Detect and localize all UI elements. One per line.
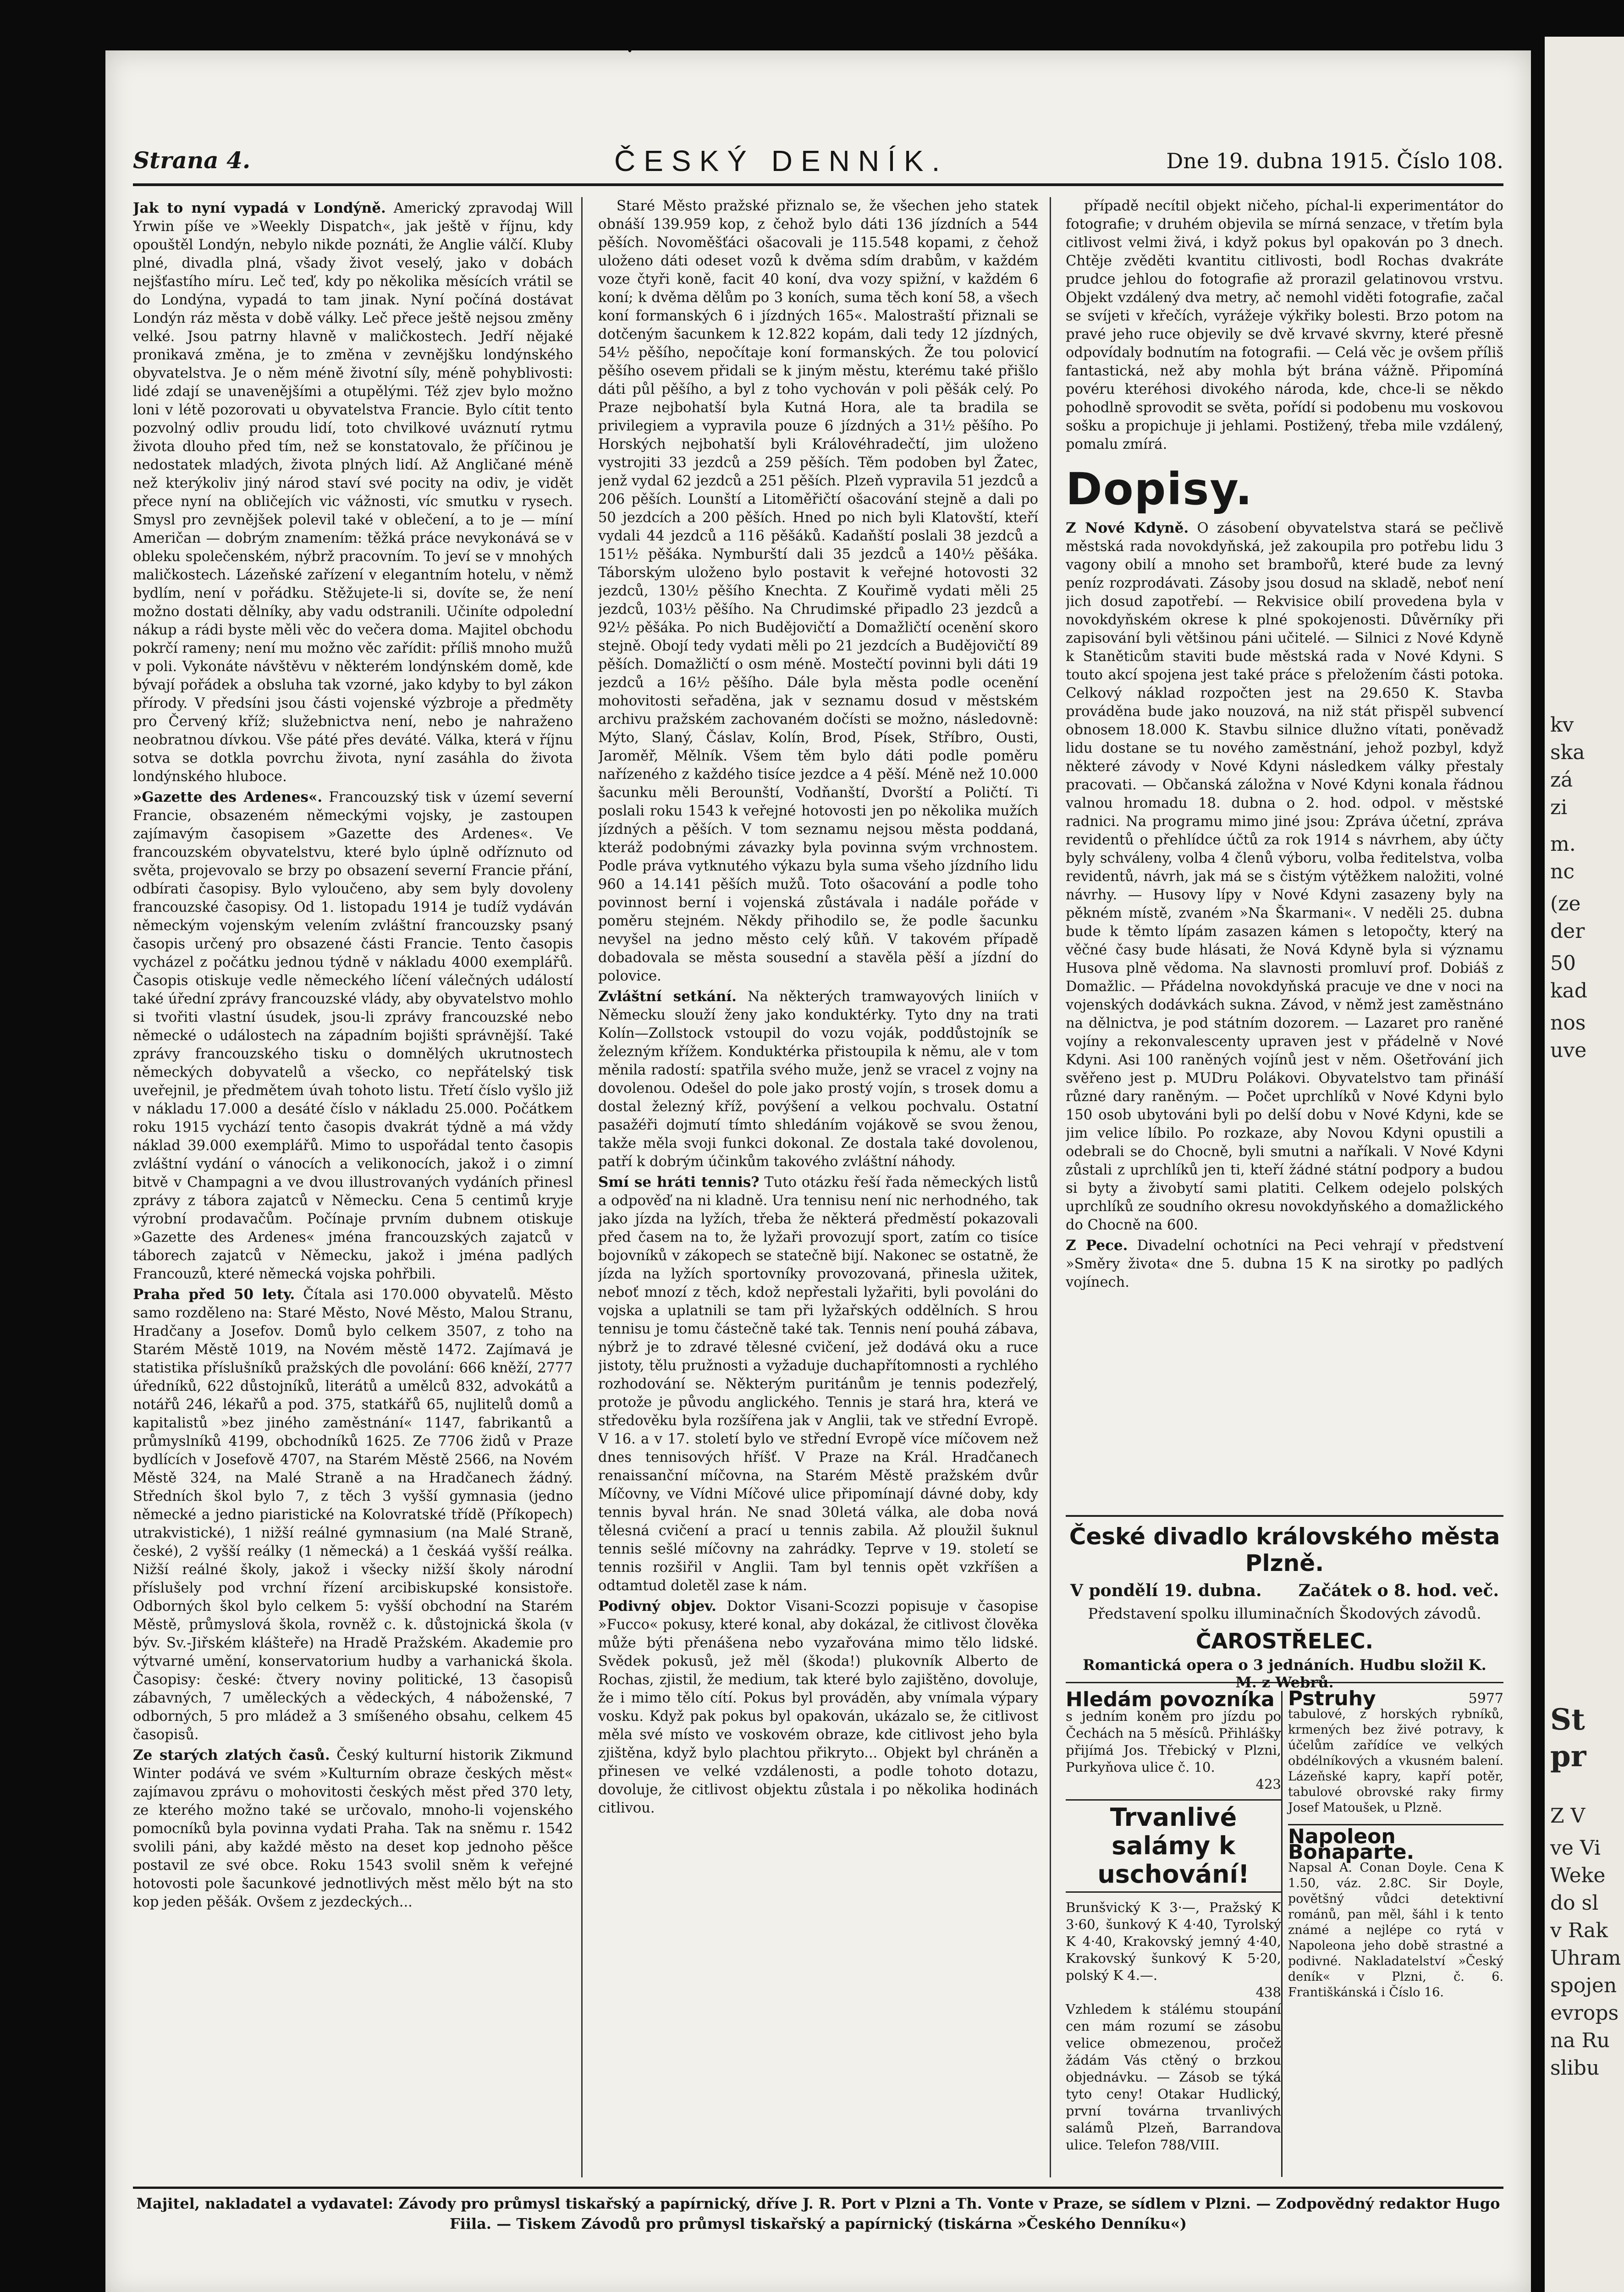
theatre-desc: Romantická opera o 3 jednáních. Hudbu složil K. M. z Webrů. (1083, 1656, 1486, 1691)
column-1 (133, 197, 573, 2177)
letter-body: Divadelní ochotníci na Peci vehrají v předstvení »Směry života« dne 5. dubna 15 K na sirotky po padlých vojínech. (1066, 1238, 1503, 1290)
theatre-title: České divadlo královského města Plzně. (1069, 1523, 1500, 1576)
issue-date: Dne 19. dubna 1915. Číslo 108. (1166, 149, 1503, 173)
adjacent-text-fragment: der (1550, 920, 1585, 943)
ad-text: tabulové, z horských rybníků, krmených bez živé potravy, k účelům zařídíce ve velkých obdélníkových a vkusném balení. Lázeňské kapry, kapří potěr, tabulové obrovské raky firmy Josef Matoušek, u Plzně. (1288, 1707, 1503, 1815)
ad-text: Vzhledem k stálému stoupání cen mám rozumí se zásobu velice obmezenou, pročež žádám Vás ctěný o brzkou objednávku. — Zásob se týká tyto ceny! Otakar Hudlický, první továrna trvanlivých salámů Plzeň, Barrandova ulice. Telefon 788/VIII. (1066, 2001, 1281, 2153)
theatre-schedule (1066, 1576, 1503, 1600)
adjacent-text-fragment: do sl (1550, 1891, 1599, 1915)
column-3 (1066, 197, 1503, 1508)
article-body: Francouzský tisk v území severní Francie, obsazeném německými vojsky, je zastoupen zajímavým časopisem »Gazette des Ardenes«. Ve francouzském obyvatelstvu, které bylo úplně odříznuto od světa, projevovalo se brzy po obsazení severní Francie přání, odbírati časopisy. Bylo vyloučeno, aby sem byly dovoleny francouzské časopisy. Od 1. listopadu 1914 je tudíž vydáván německým vojenským velením zvláštní francouzsky psaný časopis určený pro obsazené části Francie. Tento časopis vycházel z počátku jednou týdně v nákladu 4000 exemplářů. Časopis otiskuje vedle německého líčení válečných událostí také úřední zprávy francouzské vlády, aby obyvatelstvo mohlo si tvořiti vlastní úsudek, jsou-li zprávy francouzské nebo německé o událostech na západním bojišti správnější. Také zprávy francouzského tisku o domnělých ukrutnostech německých dobyvatelů a všecko, co nepřátelský tisk uveřejnil, je předmětem úvah tohoto listu. Třetí číslo vyšlo již v nákladu 17.000 a desáté číslo v nákladu 25.000. Počátkem roku 1915 vychází tento časopis dvakrát týdně a má vždy náklad 39.000 exemplářů. Mimo to uspořádal tento časopis zvláštní vydání o vánocích a velikonocích, jakož i o zimní bitvě v Champagni a ve dvou illustrovaných vydáních přinesl zprávy z tábora zajatců v Německu. Cena 5 centimů kryje výrobní prodavačům. Počínaje prvním dubnem otiskuje »Gazette des Ardenes« jména francouzských zajatců v táborech zajatců v Německu, jakož i jména padlých Francouzů, které německá vojska pohřbili. (133, 789, 573, 1282)
adjacent-text-fragment: nos (1550, 1011, 1586, 1035)
article-title: Jak to nyní vypadá v Londýně. (133, 200, 386, 216)
ad-title: Napoleon Bonaparte. (1288, 1824, 1503, 1860)
letter-title: Z Pece. (1066, 1237, 1128, 1254)
article-title: Zvláštní setkání. (598, 988, 737, 1005)
ad-title: Hledám povozníka (1066, 1688, 1275, 1711)
adjacent-text-fragment: kv (1550, 713, 1574, 737)
article-body: Čítala asi 170.000 obyvatelů. Město samo rozděleno na: Staré Město, Nové Město, Malou Stranu, Hradčany a Josefov. Domů bylo celkem 3507, z toho na Starém Městě 1019, na Novém městě 1472. Zajímavá je statistika příslušníků pražských dle povolání: 666 kněží, 2777 úředníků, 622 důstojníků, literátů a umělců 832, advokátů a notářů 246, lékařů a pod. 375, statkářů 65, nujlitelů domů a kapitalistů »bez jiného zaměstnání« 1147, fabrikantů a průmyslníků 4199, obchodníků 1625. Ze 7706 židů v Praze bydlících v Josefově 4707, na Starém Městě 2566, na Novém Městě 324, na Malé Straně a na Hradčanech žádný. Středních škol bylo 7, z těch 3 vyšší gymnasia (jedno německé a jedno piaristické na Kolovratské třídě (Příkopech) utrakvistické), 1 nižší reálné gymnasium (na Malé Straně, české), 2 vyšší reálky (1 německá) a 1 českáá vyšší reálka. Nižší reálné školy, jakož i všecky nižší školy národní příslušely pod vrchní řízení arcibiskupské konsistoře. Odborných škol bylo celkem 5: vyšší obchodní na Starém Městě, průmyslová škola, rovněž c. k. důstojnická škola (v býv. Sv.-Jiřském klášteře) na Hradě Pražském. Akademie pro výtvarné umění, konservatorium hudby a varhanická škola. Časopisy: české: čtvery noviny politické, 13 časopisů zábavných, 7 uměleckých a vědeckých, 4 náboženské, 7 odborných, 5 pro mládež a 3 smíšeného obsahu, celkem 45 časopisů. (133, 1287, 573, 1743)
adjacent-text-fragment: zi (1550, 796, 1568, 819)
adjacent-text-fragment: Z V (1550, 1804, 1585, 1828)
article-body: Doktor Visani-Scozzi popisuje v časopise »Fucco« pokusy, které konal, aby dokázal, že citlivost člověka může býti přenášena nebo vyzařována mimo tělo lidské. Svědek pokusů, jež měl (škoda!) plukovník Alberto de Rochas, zjistil, že medium, tak které bylo zajištěno, dovoluje, že i mimo tělo cítí. Pokus byl prováděn, aby vnímala výpary vosku. Když pak pokus byl opakován, ukázalo se, že citlivost měla své místo ve voskovém obraze, kde citlivost jeho byla zjištěna, když bylo plachtou přikryto... Objekt byl chráněn a přinesen ve velké vzdálenosti, a podle tohoto dotazu, dovoluje, že citlivost objektu zůstala i po několika hodinách citlivou. (598, 1598, 1038, 1816)
print-speck (628, 50, 632, 52)
theatre-play: ČAROSTŘELEC. (1195, 1629, 1374, 1653)
article-body: Tuto otázku řeší řada německých listů a odpověď na ni kladně. Ura tennisu není nic nerhodného, tak jako jízda na lyžích, třeba že některá předměstí pokazovali před časem na to, že lyžaři provozují sport, zatím co tisíce bojovníků v zákopech se statečně bijí. Nakonec se ostatně, že jízda na lyžích sportovníky provozovaná, přinesla užitek, neboť mnozí z těch, kdož nepřestali lyžařiti, byli povoláni do vojska a uplatnili se tam při lyžařských oddělních. S hrou tennisu je tomu částečně také tak. Tennis není pouhá zábava, nýbrž je to zdravé tělesné cvičení, jež dodává oku a ruce jistoty, tělu pružnosti a vyžaduje duchapřítomnosti a rychlého rozhodování se. Některým puritánům je tennis podezřelý, protože je původu anglického. Tennis je stará hra, která ve středověku byla rozšířena jak v Anglii, tak ve střední Evropě. V 16. a v 17. století bylo ve střední Evropě více míčovem než dnes tennisových hříšť. V Praze na Král. Hradčanech renaissanční míčovna, na Starém Městě pražském dvůr Míčovny, ve Vídni Míčové ulice připomínají dávné doby, kdy tennis byval hrán. Ne snad 30letá válka, ale doba nová tělesná cvičení a prací u tennis zabila. Až ploužil šuknul tennis sešlé míčovny na zahrádky. Teprve v 19. století se tennis rozšiřil v Anglii. Tam byl tennis opět vzkříšen a odtamtud doletěl zase k nám. (598, 1174, 1038, 1594)
page-number: Strana 4. (133, 147, 251, 174)
newspaper-title: ČESKÝ DENNÍK. (614, 144, 948, 177)
newspaper-page (105, 50, 1531, 2292)
ad-number: 438 (1255, 1984, 1281, 2000)
adjacent-page-edge (1545, 37, 1624, 2292)
article-title: Ze starých zlatých časů. (133, 1747, 330, 1763)
adjacent-text-fragment: Weke (1550, 1864, 1606, 1887)
adjacent-text-fragment: 50 (1550, 952, 1576, 975)
letter-title: Z Nové Kdyně. (1066, 520, 1189, 536)
theatre-ad (1066, 1517, 1503, 1691)
adjacent-text-fragment: spojen (1550, 1974, 1617, 1997)
column-rule (1050, 197, 1051, 2177)
adjacent-text-fragment: slibu (1550, 2056, 1600, 2080)
article-title: »Gazette des Ardenes«. (133, 789, 323, 805)
adjacent-text-fragment: uve (1550, 1039, 1587, 1062)
adjacent-text-fragment: v Rak (1550, 1919, 1608, 1942)
adjacent-text-fragment: Uhram (1550, 1946, 1621, 1970)
article-body: Český kulturní historik Zikmund Winter podává ve svém »Kulturním obraze českých měst« zajímavou zprávu o mohovitosti českých měst před 370 lety, ze kterého možno také se určovalo, mnoho-li vojenského pomocníků byla povinna vydati Praha. Tak na sněmu r. 1542 svolili páni, aby každé město na deset kop jednoho pěšce postavil ze své obce. Roku 1543 svolil sněm k veřejné hotovosti pole šacunkové jednotlivých měst mělo být na sto kop jeden pěšák. Ovšem z jezdeckých... (133, 1747, 573, 1910)
ad-title (1288, 1687, 1503, 1710)
adjacent-text-fragment: kad (1550, 979, 1588, 1003)
theatre-note: Představení spolku illuminačních Škodových závodů. (1088, 1605, 1481, 1622)
masthead (133, 142, 1503, 186)
ad-title: Trvanlivé salámy k uschování! (1066, 1799, 1281, 1893)
adjacent-text-fragment: evrops (1550, 2001, 1619, 2025)
theatre-day: V pondělí 19. dubna. (1070, 1581, 1262, 1600)
adjacent-text-fragment: zá (1550, 768, 1573, 792)
column-rule (581, 197, 583, 2177)
ad-number: 423 (1255, 1776, 1281, 1792)
ad-text: s jedním koněm pro jízdu po Čechách na 5 měsíců. Přihlášky přijímá Jos. Třebický v Plzni, Purkyňova ulice č. 10. (1066, 1708, 1281, 1775)
ads-right (1288, 1687, 1503, 2177)
advertisements (1066, 1515, 1503, 2179)
adjacent-text-fragment: (ze (1550, 892, 1581, 915)
adjacent-text-fragment: ve Vi (1550, 1836, 1601, 1860)
adjacent-text-fragment: m. (1550, 832, 1576, 856)
section-heading: Dopisy. (1066, 463, 1253, 515)
ad-title-text: Pstruhy (1288, 1687, 1376, 1710)
article-title: Praha před 50 lety. (133, 1286, 295, 1303)
theatre-start: Začátek o 8. hod. več. (1298, 1581, 1499, 1600)
ad-number: 5977 (1468, 1691, 1503, 1707)
adjacent-text-fragment: pr (1550, 1739, 1586, 1774)
article-title: Podivný objev. (598, 1598, 716, 1614)
article-title: Smí se hráti tennis? (598, 1174, 760, 1190)
column-2 (598, 197, 1038, 2177)
adjacent-text-fragment: ska (1550, 741, 1585, 764)
ad-text: Napsal A. Conan Doyle. Cena K 1.50, váz. 2.8C. Sir Doyle, povětšný vůdci detektivní románů, pan měl, šáhl i k tento známé a nejlépe co rytá v Napoleona jeho době strastné a podivné. Nakladatelství »Český deník« v Plzni, č. 6. Františkánská i Číslo 16. (1288, 1861, 1503, 2000)
adjacent-text-fragment: St (1550, 1702, 1585, 1737)
article-body: Na některých tramwayových liniích v Německu slouží ženy jako konduktérky. Tyto dny na trati Kolín—Zollstock vstoupil do vozu voják, poddůstojník se železným křížem. Konduktérka přistoupila k němu, ale v tom měnila radostí: spatřila svého muže, jenž se vracel z vojny na dovolenou. Odešel do pole jako prostý vojín, s trosek domu a dostal železný kříž, povýšení a velkou pochvalu. Ostatní pasažéři dojmutí tímto shledáním vojákově se svou ženou, takže měla svoji funkci dokonal. Ze dostala také dovolenou, patří k dobrým účinkům takového zvláštní náhody. (598, 989, 1038, 1170)
letter-body: O zásobení obyvatelstva stará se pečlivě městská rada novokdyňská, jež zakoupila pro potřebu lidu 3 vagony obilí a mnoho set brambořů, které bude za levný peníz rozprodávati. Zásoby jsou dosud na skladě, neboť není jich dosud zapotřebí. — Rekvisice obilí provedena byla v novokdyňském okrese k plné spokojenosti. Důvěrníky při zapisování byli většinou páni učitelé. — Silnici z Nové Kdyně k Staněticům staviti bude městská rada v Nové Kdyni. S touto akcí spojena jest také práce s přeložením části potoka. Celkový náklad rozpočten jest na 29.650 K. Stavba prováděna bude jako nouzová, na niž stát přispěl subvencí obnosem 18.000 K. Stavbu silnice dlužno vítati, poněvadž lidu dostane se tu nového zaměstnání, jehož pozbyl, když některé závody v Nové Kdyni následkem války přestaly pracovati. — Občanská záložna v Nové Kdyni konala řádnou valnou hromadu 18. dubna o 2. hod. odpol. v městské radnici. Na programu mimo jiné jsou: Zpráva účetní, zpráva revidentů o přehlídce účtů za rok 1914 s návrhem, aby účty byly schváleny, volba 4 členů výboru, volba ředitelstva, volba revidentů, návrh, jak má se s čistým výtěžkem naložiti, volné návrhy. — Husovy lípy v Nové Kdyni zasazeny byly na pěkném místě, zvaném »Na Škarmani«. V neděli 25. dubna bude k těmto lípám zasazen kámen s letopočty, který na věčné časy bude hlásati, že Nová Kdyně byla si významu Husova plně vědoma. Na slavnosti promluví prof. Dobiáš z Domažlic. — Přádelna novokdyňská pracuje ve dne v noci na vojenských dodávkách sukna. Závod, v němž jest zaměstnáno na dělnictva, je pod státním dozorem. — Lazaret pro raněné vojíny a rekonvalescenty upraven jest v přádelně v Nové Kdyni. Asi 100 raněných vojínů jest v něm. Ošetřování jich svěřeno jest p. MUDru Polákovi. Obyvatelstvo tam přináší různé dary raněným. — Počet uprchlíků v Nové Kdyni bylo 150 osob ubytováni byli po delší dobu v Nové Kdyni, kde se jim velice líbilo. Po rozkaze, aby Novou Kdyni opustili a odebrali se do Chocně, byli smutni a naříkali. V Nové Kdyni zůstali z uprchlíků jen ti, kteří žádné státní podpory a budou si byty a živobytí sami platiti. Celkem odejelo polských uprchlíků ze soudního okresu novokdyňského a domažlického do Chocně na 600. (1066, 520, 1503, 1233)
adjacent-text-fragment: nc (1550, 860, 1574, 883)
article-body: Americký zpravodaj Will Yrwin píše ve »Weekly Dispatch«, jak ještě v říjnu, kdy opouštěl Londýn, nebylo nikde poznáti, že Anglie válčí. Kluby plné, divadla plná, všady život veselý, jako v dobách nejšťastího míru. Leč teď, kdy po několika měsících vrátil se do Londýna, vypadá to tam jinak. Nyní počíná dostávat Londýn ráz města v době války. Leč přece ještě nejsou změny velké. Jsou patrny hlavně v maličkostech. Jedří nějaké pronikavá změna, je to změna v zevnějšku londýnského obyvatelstva. Je o něm méně životní síly, méně pohyblivosti: lidé zdají se unavenějšími a otupělými. Též zjev bylo možno loni v létě pozorovati u obyvatelstva Francie. Bylo cítit tento pozvolný odliv proudu lidí, toto chvilkové uváznutí rytmu života dlouho před tím, než se konstatovalo, že příčinou je nedostatek mladých, života plných lidí. Až Angličané méně než kterýkoliv jiný národ staví své pocity na odiv, je vidět přece nyní na obličejích vic vážnosti, víc smutku v rysech. Smysl pro zevnějšek polevil také v oblečení, a to je — míní Američan — dobrým znamením: těžká práce nevykonává se v obleku společenském, nýbrž pracovním. To jeví se v mnohých maličkostech. Lázeňské zařízení v elegantním hotelu, v němž bydlím, není v pořádku. Stěžujete-li si, dovíte se, že není možno dostati dělníky, aby vadu odstranili. Učiníte odpolední nákup a rádi byste měli věc do večera doma. Majitel obchodu pokrčí rameny; není mu možno věc zařídit: příliš mnoho mužů v poli. Vykonáte návštěvu v některém londýnském domě, kde bývají pořádek a obsluha tak vzorné, jako kdyby to byl zákon přírody. V předsíni jsou části vojenské výzbroje a předměty pro Červený kříž; služebnictva není, nebo je nahraženo neobratnou dívkou. Vše páté přes deváté. Válka, která v říjnu sotva se dotkla povrchu života, nyní zasáhla do života londýnského hluboce. (133, 200, 573, 785)
article-body: případě necítil objekt ničeho, píchal-li experimentátor do fotografie; v druhém objevila se mírná senzace, v třetím byla citlivost velmi živá, i když pokus byl opakován po 3 dnech. Chtěje zvěděti kvantitu citlivosti, bodl Rochas dvakráte prudce jehlou do fotografie až prorazil gelatinovou vrstvu. Objekt vzdálený dva metry, ač nemohl viděti fotografie, začal se svíjeti v křečích, vyrážeje výkřiky bolesti. Brzo potom na pravé jeho ruce objevily se dvě krvavé skvrny, které přesně odpovídaly bodnutím na fotografii. — Celá věc je ovšem příliš fantastická, než aby mohla být brána vážně. Připomíná povéru kteréhosi divokého národa, kde, chce-li se někdo pohodlně sprovodit se světa, pořídí si podobenu mu voskovou sošku a propichuje ji jehlami. Postižený, třeba mile vzdálený, pomalu zmírá. (1066, 198, 1503, 452)
ads-left (1066, 1688, 1283, 2177)
adjacent-text-fragment: na Ru (1550, 2029, 1610, 2052)
imprint: Majitel, nakladatel a vydavatel: Závody pro průmysl tiskařský a papírnický, dříve J. R. Port v Plzni a Th. Vonte v Praze, se sídlem v Plzni. — Zodpovědný redaktor Hugo Fiila. — Tiskem Závodů pro průmysl tiskařský a papírnický (tiskárna »Českého Denníku«) (133, 2187, 1503, 2244)
article-body: Staré Město pražské přiznalo se, že všechen jeho statek obnáší 139.959 kop, z čehož bylo dáti 136 jízdních a 544 pěších. Novoměšťáci ošacovali je 115.548 kopami, z čehož uloženo dáti odeset vozů k dvěma sdím drabům, v každém voze čtyři koně, facit 40 koní, dva vozy spižní, v každém 6 koní; k dvěma dělům po 3 koních, suma těch koní 58, a všech koní formanských 6 i jízdných 165«. Malostraští přiznali se dotčeným šacunkem k 12.822 kopám, dali tedy 12 jízdných, 54½ pěšího, nepočítaje koní formanských. Že tou polovicí pěšího osevem přidali se k jiným městu, kterému také přišlo dáti půl pěšího, a byl z toho vychován v poli pěšák celý. Po Praze nejbohatší byla Kutná Hora, ale ta bradila se privilegiem a vypravila pouze 6 jízdných a 31½ pěšího. Po Horských nejbohatší byli Královéhradečtí, jim uloženo vystrojiti 33 jezdců a 259 pěších. Těm podoben byl Žatec, jenž vydal 62 jezdců a 251 pěších. Plzeň vypravila 51 jezdců a 206 pěších. Lounští a Litoměřičtí ošacování stejně a dali po 50 jezdcích a 200 pěších. Hned po nich byli Klatovští, kteří vydali 44 jezdců a 116 pěšáků. Kadaňští poslali 38 jezdců a 151½ pěšáka. Nymburští dali 35 jezdců a 140½ pěšáka. Táborským uloženo bylo postavit k veřejné hotovosti 32 jezdců, 130½ pěšího Knechta. Z Kouřimě vydati měli 25 jezdců, 103½ pěšího. Na Chrudimské připadlo 23 jezdců a 92½ pěšáka. Po nich Budějovičtí a Domažličtí ocenění skoro stejně. Obojí tedy vydati měli po 21 jezdcích a Budějovičtí 89 pěších. Domažličtí o osm méně. Mostečtí povinni byli dáti 19 jezdců a 16½ pěšího. Dále byla města podle ocenění mohovitosti seřaděna, jak v seznamu dosud v městském archivu pražském zachovaném dočísti se možno, následovně: Mýto, Slaný, Čáslav, Kolín, Brod, Písek, Stříbro, Ousti, Jaroměř, Mělník. Všem těm bylo dáti podle poměru nařízeného z každého tisíce jezdce a 4 pěší. Méně než 10.000 šacunku měli Berounští, Vodňanští, Dvorští a Poličtí. Ti poslali roku 1543 k veřejné hotovosti jen po několika mužích jízdných a pěších. V tom seznamu nejsou města poddaná, kteráž podobnými závazky byla povinna svým vrchnostem. Podle práva vytknutého výkazu byla suma všeho jízdního lidu 960 a 14.141 pěších mužů. Toto ošacování a podle toho povinnost berní i vojenská zůstávala i nadále pořáde v poměru stejném. Někdy přihodilo se, že podle šacunku nevyšel na jedno město celý kůň. V takovém případě dobadovala se města sousední a stavěla pěší a jízdní do polovice. (598, 198, 1038, 984)
ad-text: Brunšvický K 3·—, Pražský K 3·60, šunkový K 4·40, Tyrolský K 4·40, Krakovský jemný 4·40, Krakovský šunkový K 5·20, polský K 4.—. (1066, 1900, 1281, 1983)
